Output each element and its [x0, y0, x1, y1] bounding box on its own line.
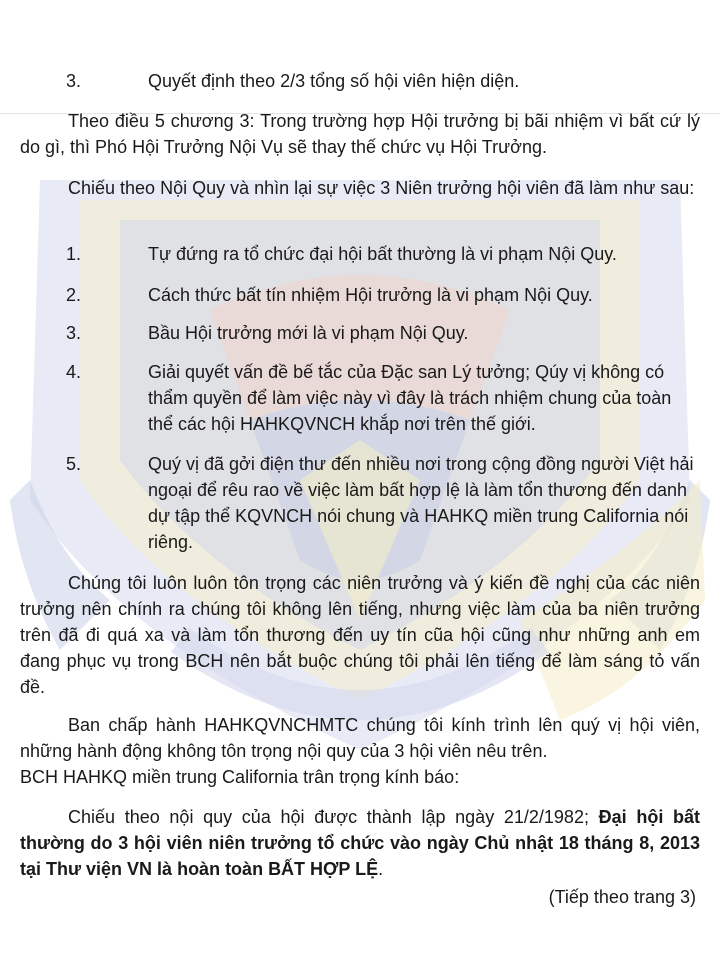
- conclusion-text: Chiếu theo nội quy của hội được thành lập ngày 21/2/1982;: [68, 807, 599, 827]
- paragraph: Chúng tôi luôn luôn tôn trọng các niên trưởng và ý kiến đề nghị của các niên trưởng nên chính ra chúng tôi không lên tiếng, nhưng việc làm của ba niên trưởng trên đã đi quá xa và làm tổn thương đến uy tín cũa hội cũng như những anh em đang phục vụ trong BCH nên bắt buộc chúng tôi phải lên tiếng để làm sáng tỏ vấn đề.: [20, 573, 700, 697]
- list-item-text: Bầu Hội trưởng mới là vi phạm Nội Quy.: [148, 323, 469, 343]
- paragraph: Theo điều 5 chương 3: Trong trường hợp Hội trưởng bị bãi nhiệm vì bất cứ lý do gì, thì Phó Hội Trưởng Nội Vụ sẽ thay thế chức vụ Hội Trưởng.: [20, 111, 700, 157]
- list-item-number: 4.: [66, 362, 82, 382]
- paragraph: Chiếu theo Nội Quy và nhìn lại sự việc 3 Niên trưởng hội viên đã làm như sau:: [68, 178, 695, 198]
- conclusion-bold-text: Đại hội bất thường do 3 hội viên niên trưởng tổ chức vào ngày Chủ nhật 18 tháng 8, 2013 tại Thư viện VN là hoàn toàn BẤT HỢP LỆ: [20, 807, 700, 879]
- list-item-number: 1.: [66, 244, 82, 264]
- list-item-text: Quý vị đã gởi điện thư đến nhiều nơi trong cộng đồng người Việt hải ngoại để rêu rao về việc làm bất hợp lệ là làm tổn thương đến danh dự tập thể KQVNCH nói chung và HAHKQ miền trung California nói riêng.: [148, 454, 694, 552]
- conclusion-end: .: [378, 859, 384, 879]
- list-item-text: Tự đứng ra tổ chức đại hội bất thường là vi phạm Nội Quy.: [148, 244, 617, 264]
- paragraph-conclusion: [20, 804, 700, 882]
- list-item-number: 5.: [66, 454, 82, 474]
- paragraph: BCH HAHKQ miền trung California trân trọng kính báo:: [20, 767, 460, 787]
- list-item-number: 2.: [66, 285, 82, 305]
- list-item-text: Cách thức bất tín nhiệm Hội trưởng là vi phạm Nội Quy.: [148, 285, 593, 305]
- continued-note: (Tiếp theo trang 3): [548, 887, 696, 907]
- item-text: Quyết định theo 2/3 tổng số hội viên hiện diện.: [148, 71, 520, 91]
- paragraph: Ban chấp hành HAHKQVNCHMTC chúng tôi kính trình lên quý vị hội viên, những hành động không tôn trọng nội quy của 3 hội viên nêu trên.: [20, 715, 700, 761]
- list-item-text: Giải quyết vấn đề bế tắc của Đặc san Lý tưởng; Qúy vị không có thẩm quyền để làm việc này vì đây là trách nhiệm chung của toàn thể các hội HAHKQVNCH khắp nơi trên thế giới.: [148, 362, 672, 434]
- item-number: 3.: [66, 71, 82, 91]
- list-item-number: 3.: [66, 323, 82, 343]
